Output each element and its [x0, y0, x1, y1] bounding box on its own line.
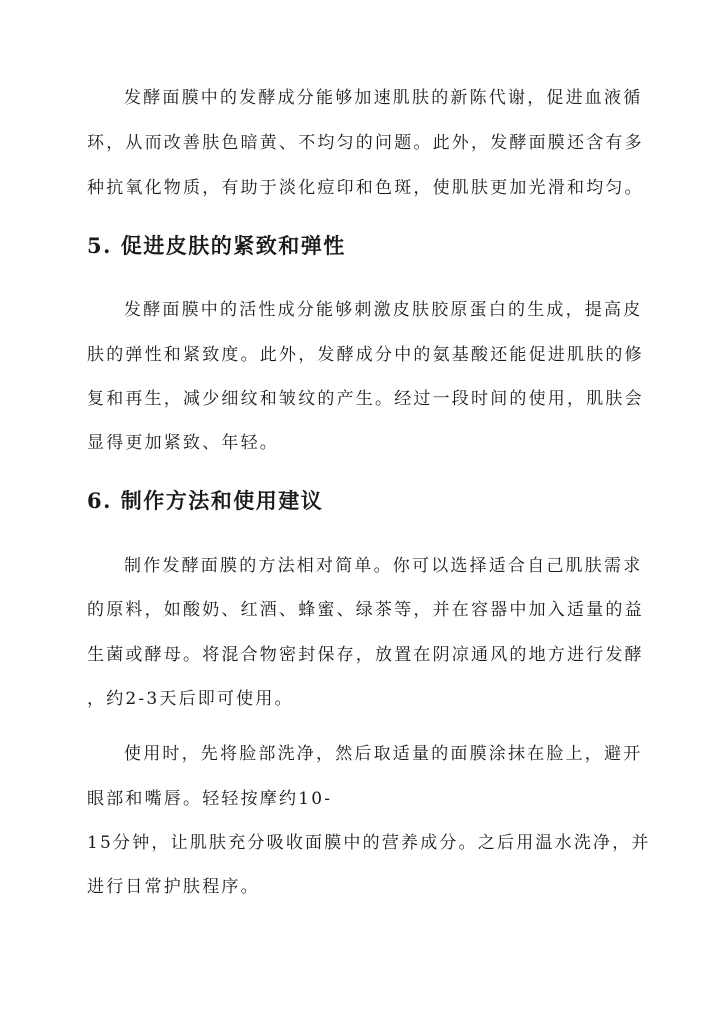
paragraph-line: 发酵面膜中的发酵成分能够加速肌肤的新陈代谢，促进血液循 — [124, 88, 643, 108]
paragraph-line: 环，从而改善肤色暗黄、不均匀的问题。此外，发酵面膜还含有多 — [87, 133, 644, 153]
paragraph-line: 显得更加紧致、年轻。 — [87, 433, 279, 453]
paragraph-line: 发酵面膜中的活性成分能够刺激皮肤胶原蛋白的生成，提高皮 — [124, 300, 643, 320]
paragraph-line: 的原料，如酸奶、红酒、蜂蜜、绿茶等，并在容器中加入适量的益 — [87, 600, 644, 620]
section-5-heading: 5. 促进皮肤的紧致和弹性 — [87, 233, 346, 258]
paragraph-line: 种抗氧化物质，有助于淡化痘印和色斑，使肌肤更加光滑和均匀。 — [87, 178, 644, 198]
paragraph-line: 使用时，先将脸部洗净，然后取适量的面膜涂抹在脸上，避开 — [124, 744, 643, 764]
paragraph-line: 生菌或酵母。将混合物密封保存，放置在阴凉通风的地方进行发酵 — [87, 645, 644, 665]
paragraph-line: 15分钟，让肌肤充分吸收面膜中的营养成分。之后用温水洗净，并 — [87, 833, 651, 853]
paragraph-line: 进行日常护肤程序。 — [87, 877, 260, 897]
paragraph-line: 眼部和嘴唇。轻轻按摩约10- — [87, 789, 333, 809]
paragraph-line: 制作发酵面膜的方法相对简单。你可以选择适合自己肌肤需求 — [124, 556, 643, 576]
paragraph-line: ，约2-3天后即可使用。 — [87, 689, 294, 709]
section-6-heading: 6. 制作方法和使用建议 — [87, 488, 324, 513]
paragraph-line: 复和再生，减少细纹和皱纹的产生。经过一段时间的使用，肌肤会 — [87, 389, 644, 409]
paragraph-line: 肤的弹性和紧致度。此外，发酵成分中的氨基酸还能促进肌肤的修 — [87, 345, 644, 365]
